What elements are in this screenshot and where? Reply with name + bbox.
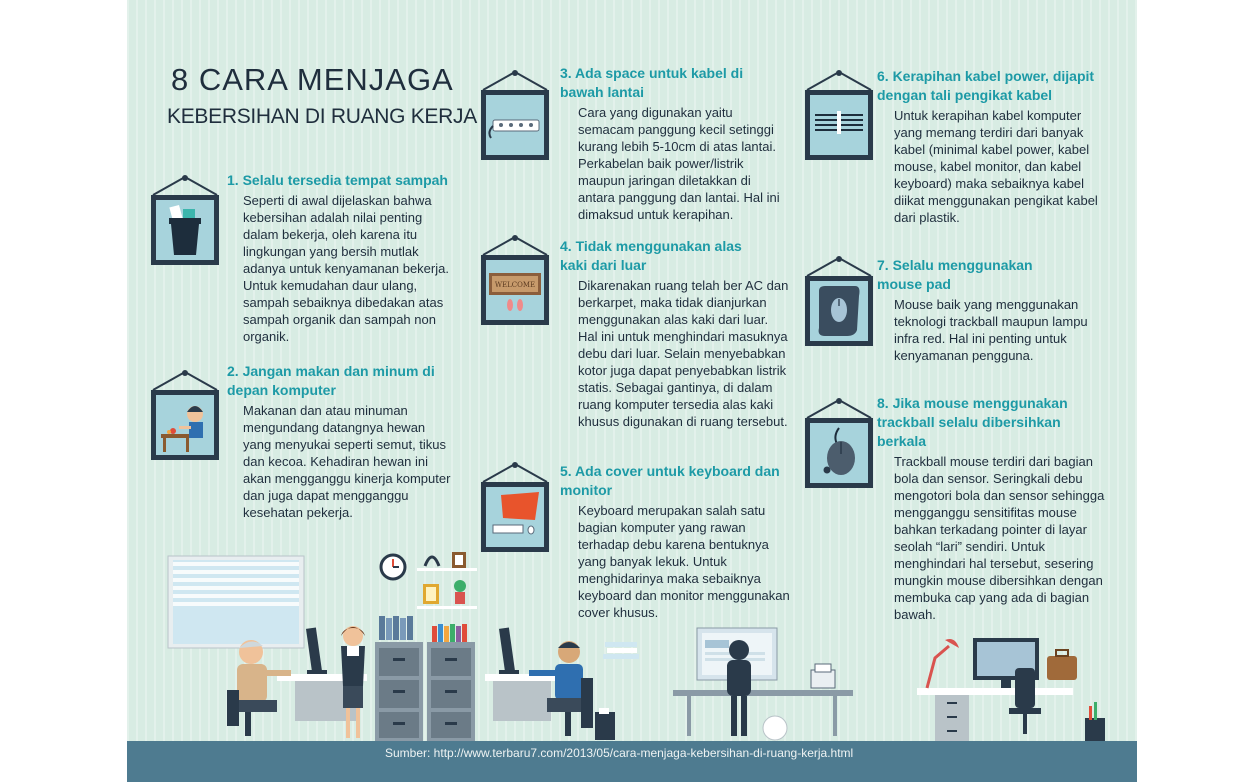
section-2-heading: 2. Jangan makan dan minum di depan komputer: [227, 363, 435, 398]
infographic-poster: [127, 0, 1137, 782]
title-sub: KEBERSIHAN DI RUANG KERJA: [167, 105, 477, 128]
trash-bin-icon: [149, 175, 221, 267]
section-7-body: Mouse baik yang menggunakan teknologi trackball maupun lampu infra red. Hal ini penting untuk kenyamanan pengguna.: [894, 297, 1088, 363]
section-4-heading: 4. Tidak menggunakan alas kaki dari luar: [560, 238, 742, 273]
welcome-mat-label: WELCOME: [494, 281, 536, 289]
mouse-icon: [803, 398, 875, 490]
section-2: [227, 362, 467, 521]
section-8-heading: 8. Jika mouse menggunakan trackball selalu dibersihkan berkala: [877, 395, 1068, 449]
section-1-heading: 1. Selalu tersedia tempat sampah: [227, 172, 448, 188]
section-6: [877, 67, 1127, 226]
welcome-mat-icon: [479, 235, 551, 327]
cable-tie-icon: [803, 70, 875, 162]
section-1: [227, 171, 477, 345]
section-6-heading: 6. Kerapihan kabel power, dijapit dengan tali pengikat kabel: [877, 68, 1095, 103]
eating-at-desk-icon: [149, 370, 221, 462]
section-4: [560, 237, 800, 430]
desk-lamp-icon: [927, 646, 949, 688]
section-5-heading: 5. Ada cover untuk keyboard dan monitor: [560, 463, 780, 498]
printer-icon: [811, 670, 835, 688]
worker-man-left: [227, 640, 291, 736]
worker-woman-sitting: [727, 640, 751, 736]
far-right-desk: [917, 638, 1105, 742]
source-credit: Sumber: http://www.terbaru7.com/2013/05/cara-menjaga-kebersihan-di-ruang-kerja.html: [385, 746, 854, 760]
section-3-body: Cara yang digunakan yaitu semacam panggung kecil setinggi kurang lebih 5-10cm di atas lantai. Perkabelan baik power/listrik maupun jaringan diletakkan di antara panggung dan lantai. Hal ini dimaksud untuk kerapihan.: [578, 105, 780, 222]
section-3: [560, 64, 800, 223]
worker-woman: [341, 626, 365, 738]
office-illustration: [127, 540, 1137, 742]
section-8-body: Trackball mouse terdiri dari bagian bola dan sensor. Seringkali debu mengotori bola dan sensor sehingga mengganggu sensitifitas mouse bahkan terkadang pointer di layar seolah “lari” sendiri. Untuk menghindari hal tersebut, sesering mungkin mouse dibersihkan dengan membuka cap yang ada di bagian bawah.: [894, 454, 1105, 622]
section-7: [877, 256, 1127, 364]
section-3-heading: 3. Ada space untuk kabel di bawah lantai: [560, 65, 744, 100]
books-icon: [379, 616, 413, 640]
section-7-heading: 7. Selalu menggunakan mouse pad: [877, 257, 1033, 292]
plant-icon: [455, 592, 465, 604]
briefcase-icon: [1047, 656, 1077, 680]
power-strip-icon: [479, 70, 551, 162]
headphones-icon: [425, 557, 439, 566]
window-blinds: [168, 556, 304, 648]
filing-cabinet: [375, 642, 475, 742]
section-2-body: Makanan dan atau minuman mengundang datangnya hewan yang menyukai seperti semut, tikus dan kecoa. Kehadiran hewan ini akan mengganggu kinerja komputer dan juga dapat mengganggu kesehatan pekerja.: [243, 403, 451, 520]
title-main: 8 CARA MENJAGA: [171, 62, 454, 97]
section-6-body: Untuk kerapihan kabel komputer yang memang terdiri dari banyak kabel (minimal kabel power, kabel mouse, kabel monitor, dan kabel keyboard) maka sebaiknya kabel diikat menggunakan pengikat kabel dari plastik.: [894, 108, 1098, 225]
section-5-body: Keyboard merupakan salah satu bagian komputer yang rawan terhadap debu karena bentuknya yang banyak lekuk. Untuk menghidarinya maka sebaiknya keyboard dan monitor menggunakan cover khusus.: [578, 503, 790, 620]
section-1-body: Seperti di awal dijelaskan bahwa kebersihan adalah nilai penting dalam bekerja, oleh karena itu lingkungan yang bersih mutlak adanya untuk kenyamanan bekerja. Untuk kemudahan daur ulang, sampah sebaiknya dibedakan atas sampah organik dan sampah non organik.: [243, 193, 449, 344]
right-desk: [673, 628, 853, 736]
mouse-pad-icon: [803, 256, 875, 348]
section-4-body: Dikarenakan ruang telah ber AC dan berkarpet, maka tidak dianjurkan menggunakan alas kaki dari luar. Hal ini untuk menghindari masuknya debu dari luar. Selain menyebabkan kotor juga dapat penyebabkan listrik statis. Sebagai gantinya, di dalam ruang komputer tersedia alas kaki khusus digunakan di ruang tersebut.: [578, 278, 789, 429]
